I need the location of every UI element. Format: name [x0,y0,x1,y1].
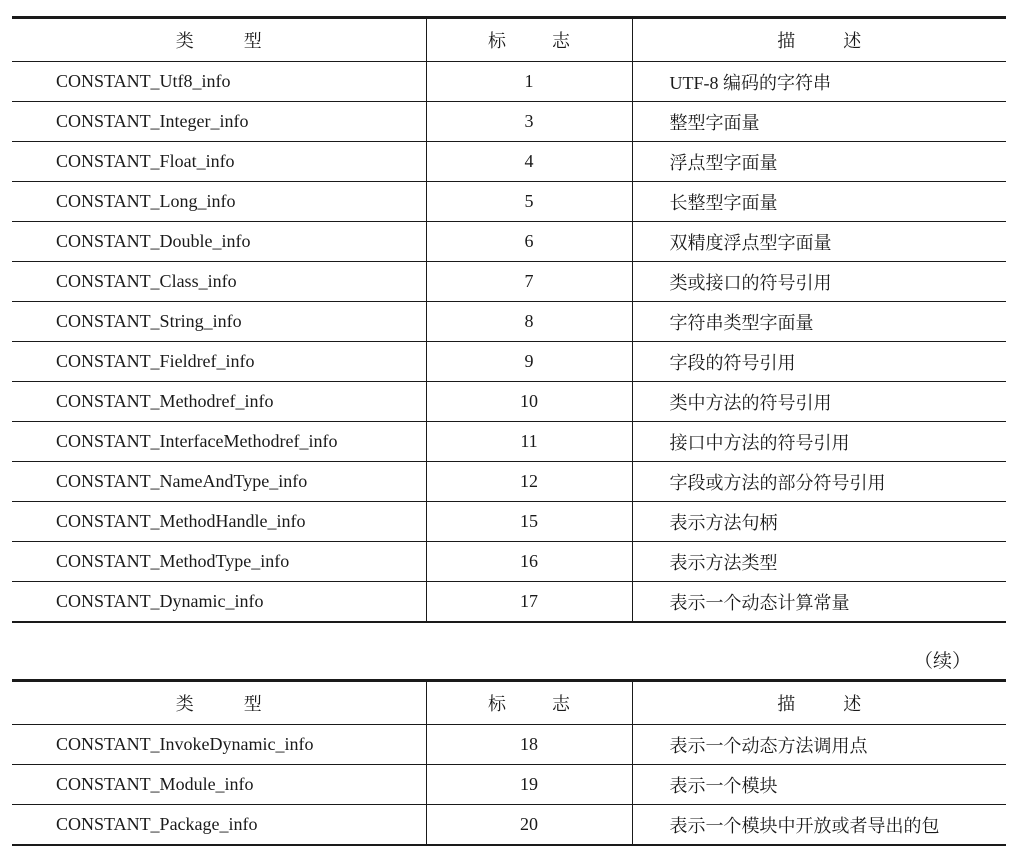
description-cell: 表示方法句柄 [632,502,1006,542]
table-row [12,382,1006,422]
description-cell: 字符串类型字面量 [632,302,1006,342]
description-cell: 类中方法的符号引用 [632,382,1006,422]
type-cell: CONSTANT_MethodHandle_info [12,502,426,542]
flag-cell: 17 [426,582,632,623]
description-cell: 长整型字面量 [632,182,1006,222]
header-type: 类 型 [12,681,426,725]
table-row [12,262,1006,302]
table-row [12,182,1006,222]
description-cell: 表示方法类型 [632,542,1006,582]
flag-cell: 1 [426,62,632,102]
description-cell: 浮点型字面量 [632,142,1006,182]
type-cell: CONSTANT_Long_info [12,182,426,222]
flag-cell: 10 [426,382,632,422]
type-cell: CONSTANT_Class_info [12,262,426,302]
table-row [12,805,1006,846]
continued-label: （续） [913,651,971,672]
description-cell: 双精度浮点型字面量 [632,222,1006,262]
flag-cell: 9 [426,342,632,382]
type-cell: CONSTANT_Fieldref_info [12,342,426,382]
flag-cell: 19 [426,765,632,805]
flag-cell: 5 [426,182,632,222]
table-row [12,462,1006,502]
type-cell: CONSTANT_String_info [12,302,426,342]
flag-cell: 12 [426,462,632,502]
description-cell: 表示一个动态方法调用点 [632,725,1006,765]
header-desc: 描 述 [632,681,1006,725]
table-row [12,222,1006,262]
flag-cell: 16 [426,542,632,582]
table-row [12,62,1006,102]
description-cell: 表示一个模块中开放或者导出的包 [632,805,1006,846]
header-type: 类 型 [12,18,426,62]
type-cell: CONSTANT_Double_info [12,222,426,262]
flag-cell: 4 [426,142,632,182]
flag-cell: 7 [426,262,632,302]
table-row [12,302,1006,342]
flag-cell: 15 [426,502,632,542]
table-row [12,142,1006,182]
table-header-row [12,18,1006,62]
description-cell: 字段或方法的部分符号引用 [632,462,1006,502]
table-header-row [12,681,1006,725]
type-cell: CONSTANT_NameAndType_info [12,462,426,502]
type-cell: CONSTANT_MethodType_info [12,542,426,582]
flag-cell: 18 [426,725,632,765]
flag-cell: 6 [426,222,632,262]
constant-pool-table [12,16,1006,623]
table-row [12,725,1006,765]
description-cell: 整型字面量 [632,102,1006,142]
table-row [12,582,1006,623]
type-cell: CONSTANT_Methodref_info [12,382,426,422]
description-cell: 接口中方法的符号引用 [632,422,1006,462]
type-cell: CONSTANT_Float_info [12,142,426,182]
description-cell: 表示一个模块 [632,765,1006,805]
type-cell: CONSTANT_InterfaceMethodref_info [12,422,426,462]
description-cell: 类或接口的符号引用 [632,262,1006,302]
table-row [12,765,1006,805]
flag-cell: 20 [426,805,632,846]
description-cell: 表示一个动态计算常量 [632,582,1006,623]
table-row [12,102,1006,142]
description-cell: UTF-8 编码的字符串 [632,62,1006,102]
type-cell: CONSTANT_Dynamic_info [12,582,426,623]
constant-pool-table-continued [12,679,1006,846]
table-row [12,542,1006,582]
header-flag: 标 志 [426,18,632,62]
type-cell: CONSTANT_Integer_info [12,102,426,142]
header-desc: 描 述 [632,18,1006,62]
flag-cell: 8 [426,302,632,342]
header-flag: 标 志 [426,681,632,725]
table-row [12,422,1006,462]
flag-cell: 3 [426,102,632,142]
type-cell: CONSTANT_Package_info [12,805,426,846]
table-row [12,502,1006,542]
type-cell: CONSTANT_Utf8_info [12,62,426,102]
type-cell: CONSTANT_InvokeDynamic_info [12,725,426,765]
flag-cell: 11 [426,422,632,462]
description-cell: 字段的符号引用 [632,342,1006,382]
type-cell: CONSTANT_Module_info [12,765,426,805]
table-row [12,342,1006,382]
